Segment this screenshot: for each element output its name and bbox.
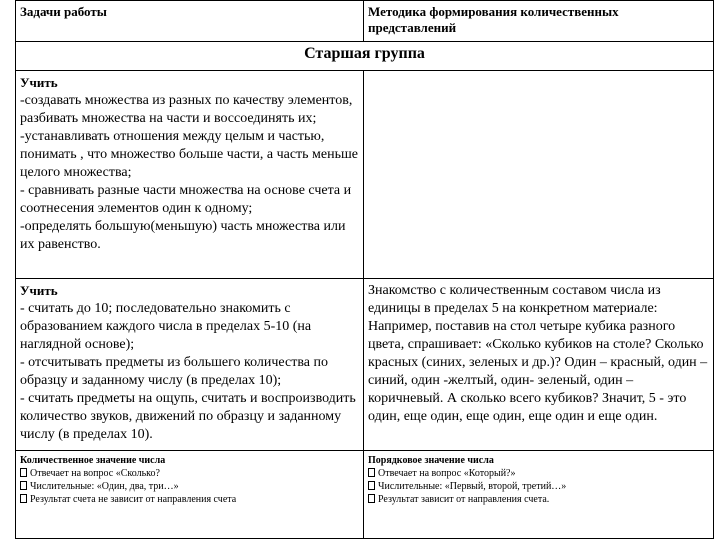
sets-line-4: -определять большую(меньшую) часть множества или их равенство.	[20, 219, 346, 252]
quantitative-item: Числительные: «Один, два, три…»	[20, 480, 359, 493]
group-row	[16, 42, 714, 71]
counting-line-1: - считать до 10; последовательно знакомить с образованием каждого числа в пределах 5-10 (на наглядной основе);	[20, 301, 312, 352]
row-sets	[16, 71, 714, 279]
quantitative-title: Количественное значение числа	[20, 455, 166, 466]
counting-line-3: - считать предметы на ощупь, считать и воспроизводить количество звуков, движений по образцу и заданному числу (в пределах 10).	[20, 391, 356, 442]
header-col-method: Методика формирования количественных представлений	[364, 1, 714, 42]
ordinal-item: Числительные: «Первый, второй, третий…»	[368, 480, 709, 493]
bullet-box-icon	[20, 481, 27, 490]
quantitative-meaning-cell	[16, 451, 364, 539]
header-row	[16, 1, 714, 42]
bullet-box-icon	[20, 468, 27, 477]
sets-label: Учить	[20, 75, 58, 90]
header-col-tasks: Задачи работы	[16, 1, 364, 42]
sets-method-cell	[364, 71, 714, 279]
quantitative-item: Результат счета не зависит от направления счета	[20, 493, 359, 506]
ordinal-title: Порядковое значение числа	[368, 455, 494, 466]
sets-line-2: -устанавливать отношения между целым и частью, понимать , что множество больше части, а часть меньше целого множества;	[20, 129, 358, 180]
sets-tasks-cell	[16, 71, 364, 279]
row-counting	[16, 279, 714, 451]
counting-line-2: - отсчитывать предметы из большего количества по образцу и заданному числу (в пределах 10);	[20, 355, 328, 388]
methodology-table	[15, 0, 714, 539]
row-number-meaning	[16, 451, 714, 539]
quantitative-item: Отвечает на вопрос «Сколько?	[20, 467, 359, 480]
bullet-box-icon	[20, 494, 27, 503]
counting-label: Учить	[20, 283, 58, 298]
bullet-box-icon	[368, 481, 375, 490]
bullet-box-icon	[368, 468, 375, 477]
group-title: Старшая группа	[16, 42, 714, 71]
sets-line-1: -создавать множества из разных по качеству элементов, разбивать множества на части и воссоединять их;	[20, 93, 353, 126]
counting-tasks-cell	[16, 279, 364, 451]
ordinal-item: Результат зависит от направления счета.	[368, 493, 709, 506]
bullet-box-icon	[368, 494, 375, 503]
sets-line-3: - сравнивать разные части множества на основе счета и соотнесения элементов один к одному;	[20, 183, 352, 216]
ordinal-meaning-cell	[364, 451, 714, 539]
counting-method-cell: Знакомство с количественным составом числа из единицы в пределах 5 на конкретном материале: Например, поставив на стол четыре кубика разного цвета, спрашивает: «Сколько кубиков на столе? Сколько красных (синих, зеленых и др.)? Один – красный, один – синий, один -желтый, один- зеленый, один – коричневый. А сколько всего кубиков? Значит, 5 - это один, еще один, еще один, еще один и еще один.	[364, 279, 714, 451]
ordinal-item: Отвечает на вопрос «Который?»	[368, 467, 709, 480]
